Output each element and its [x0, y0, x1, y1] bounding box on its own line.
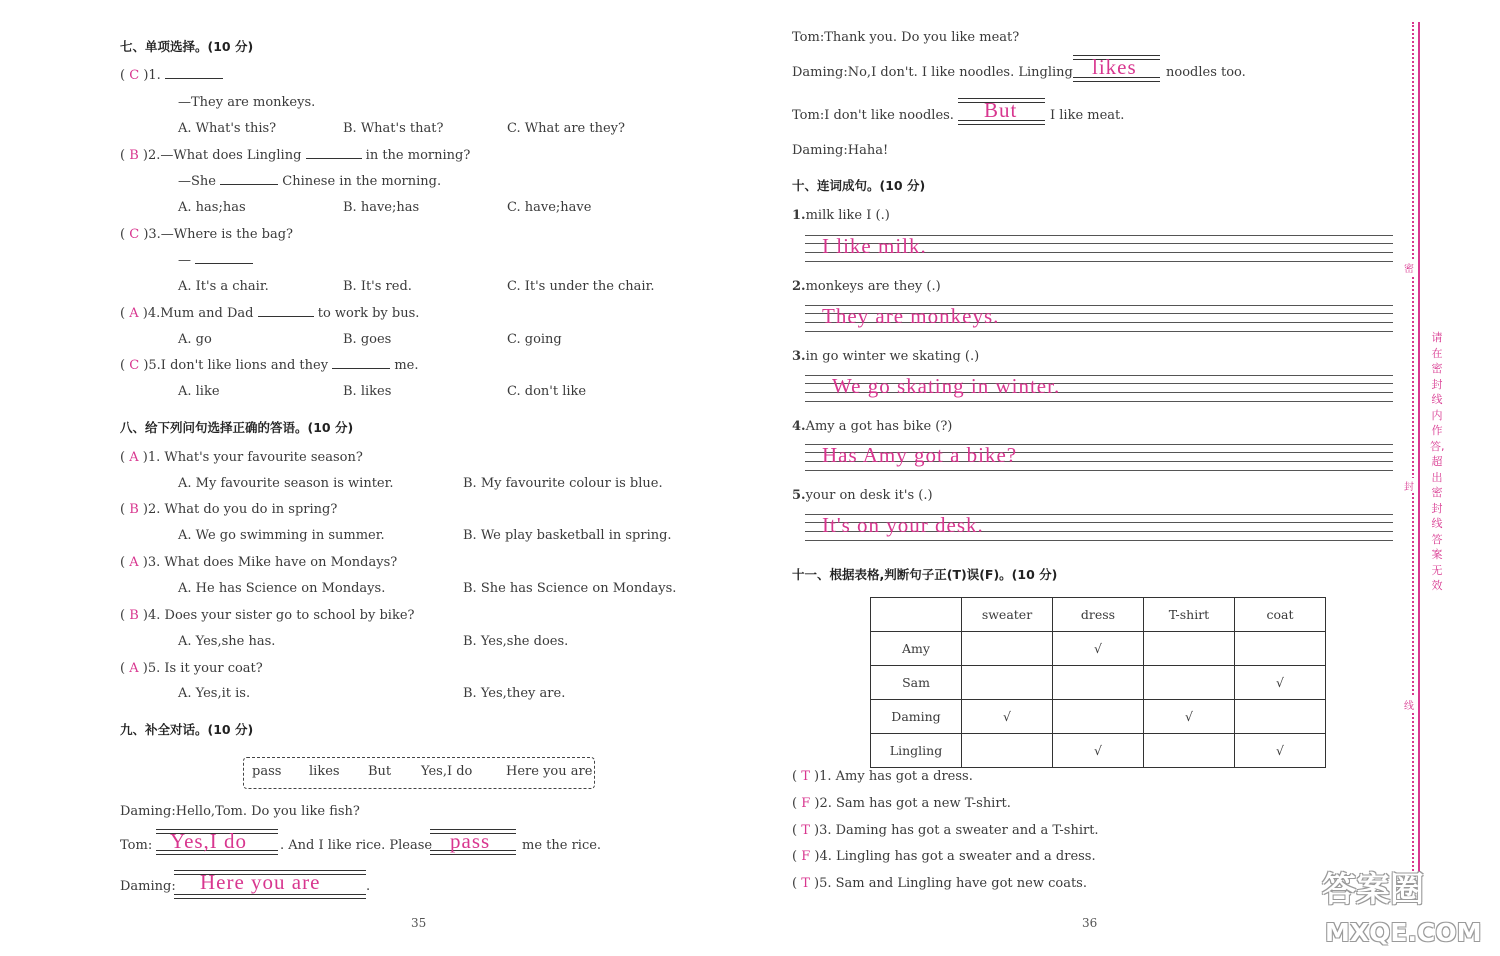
dialog-line-5-post: I like meat.	[1050, 108, 1125, 123]
answer-9-3: Here you are	[200, 870, 321, 894]
dialog-period: .	[366, 879, 371, 894]
answer-9-4: likes	[1092, 55, 1137, 79]
question-8-1: ( A )1. What's your favourite season?	[120, 450, 363, 465]
dialog-line-2-end: me the rice.	[522, 838, 602, 853]
check-cell	[1144, 734, 1235, 768]
answer-8-3: A	[129, 555, 139, 570]
scramble-5: 5.your on desk it's (.)	[792, 488, 933, 503]
answer-10-1: I like milk.	[822, 234, 927, 258]
dialog-line-1: Daming:Hello,Tom. Do you like fish?	[120, 804, 360, 819]
option-8-2-a: A. We go swimming in summer.	[178, 528, 385, 543]
row-name: Amy	[871, 632, 962, 666]
check-cell: √	[1144, 700, 1235, 734]
question-8-5: ( A )5. Is it your coat?	[120, 661, 263, 676]
row-name: Daming	[871, 700, 962, 734]
table-header-cell	[871, 598, 962, 632]
option-7-4-a: A. go	[178, 332, 212, 347]
check-cell	[1235, 700, 1326, 734]
answer-7-2: B	[129, 148, 139, 163]
check-cell	[962, 734, 1053, 768]
question-7-2-line2: —She Chinese in the morning.	[178, 174, 442, 189]
check-cell	[962, 666, 1053, 700]
option-7-2-c: C. have;have	[507, 200, 592, 215]
question-8-4: ( B )4. Does your sister go to school by bike?	[120, 608, 415, 623]
question-7-2: ( B )2.—What does Lingling in the morning?	[120, 148, 471, 163]
option-7-2-b: B. have;has	[343, 200, 420, 215]
answer-11-5: T	[801, 876, 810, 891]
word-bank-word: likes	[309, 764, 340, 779]
option-8-2-b: B. We play basketball in spring.	[463, 528, 672, 543]
option-8-4-a: A. Yes,she has.	[178, 634, 276, 649]
page-number-left: 35	[411, 916, 427, 930]
seal-mark: 封	[1404, 478, 1414, 493]
question-7-1: ( C )1.	[120, 68, 223, 83]
scramble-3: 3.in go winter we skating (.)	[792, 349, 980, 364]
dialog-line-5-pre: Tom:I don't like noodles.	[792, 108, 954, 123]
answer-10-5: It's on your desk.	[822, 513, 984, 537]
table-row	[871, 700, 1326, 734]
dialog-line-3: Tom:Thank you. Do you like meat?	[792, 30, 1020, 45]
answer-11-4: F	[801, 849, 811, 864]
option-7-3-a: A. It's a chair.	[178, 279, 269, 294]
dialog-line-4-post: noodles too.	[1166, 65, 1246, 80]
option-7-1-c: C. What are they?	[507, 121, 625, 136]
table-header-cell: dress	[1053, 598, 1144, 632]
question-7-3-line2: —	[178, 253, 253, 268]
table-row	[871, 734, 1326, 768]
tf-statement-3: ( T )3. Daming has got a sweater and a T-shirt.	[792, 823, 1099, 838]
option-8-4-b: B. Yes,she does.	[463, 634, 569, 649]
word-bank-word: But	[368, 764, 392, 779]
seal-line	[1418, 22, 1420, 902]
check-cell	[1053, 666, 1144, 700]
check-cell: √	[962, 700, 1053, 734]
answer-7-5: C	[129, 358, 140, 373]
seal-line-dotted	[1412, 22, 1414, 902]
option-7-3-b: B. It's red.	[343, 279, 412, 294]
answer-10-2: They are monkeys.	[822, 304, 1000, 328]
answer-11-3: T	[801, 823, 810, 838]
section-10-title: 十、连词成句。(10 分)	[792, 178, 926, 193]
option-7-3-c: C. It's under the chair.	[507, 279, 655, 294]
question-8-3: ( A )3. What does Mike have on Mondays?	[120, 555, 398, 570]
table-header-cell: T-shirt	[1144, 598, 1235, 632]
tf-statement-2: ( F )2. Sam has got a new T-shirt.	[792, 796, 1011, 811]
question-7-3: ( C )3.—Where is the bag?	[120, 227, 294, 242]
check-cell	[1144, 632, 1235, 666]
question-7-4: ( A )4.Mum and Dad to work by bus.	[120, 306, 420, 321]
option-7-2-a: A. has;has	[178, 200, 246, 215]
check-cell	[962, 632, 1053, 666]
check-cell: √	[1053, 734, 1144, 768]
seal-mark: 线	[1404, 697, 1414, 712]
answer-8-2: B	[129, 502, 139, 517]
dialog-line-2-mid: . And I like rice. Please	[280, 838, 433, 853]
scramble-2: 2.monkeys are they (.)	[792, 279, 941, 294]
question-7-5: ( C )5.I don't like lions and they me.	[120, 358, 419, 373]
option-8-1-b: B. My favourite colour is blue.	[463, 476, 663, 491]
tf-statement-1: ( T )1. Amy has got a dress.	[792, 769, 973, 784]
answer-11-1: T	[801, 769, 810, 784]
option-8-3-a: A. He has Science on Mondays.	[178, 581, 386, 596]
seal-line-instruction: 请在密封线内作答,超出密封线答案无效	[1430, 331, 1445, 592]
option-7-4-c: C. going	[507, 332, 562, 347]
option-7-5-c: C. don't like	[507, 384, 587, 399]
question-7-1-line2: —They are monkeys.	[178, 95, 316, 110]
clothes-table	[870, 597, 1326, 768]
table-header-cell: sweater	[962, 598, 1053, 632]
option-8-1-a: A. My favourite season is winter.	[178, 476, 394, 491]
section-11-title: 十一、根据表格,判断句子正(T)误(F)。(10 分)	[792, 567, 1058, 582]
row-name: Lingling	[871, 734, 962, 768]
section-8-title: 八、给下列问句选择正确的答语。(10 分)	[120, 420, 354, 435]
question-8-2: ( B )2. What do you do in spring?	[120, 502, 338, 517]
option-8-5-a: A. Yes,it is.	[178, 686, 251, 701]
row-name: Sam	[871, 666, 962, 700]
answer-8-1: A	[129, 450, 139, 465]
option-8-5-b: B. Yes,they are.	[463, 686, 566, 701]
dialog-speaker-tom: Tom:	[120, 838, 153, 853]
check-cell: √	[1235, 666, 1326, 700]
seal-mark: 密	[1404, 260, 1414, 275]
check-cell	[1235, 632, 1326, 666]
answer-9-1: Yes,I do	[170, 829, 248, 853]
option-7-5-a: A. like	[178, 384, 220, 399]
answer-8-4: B	[129, 608, 139, 623]
table-row	[871, 666, 1326, 700]
answer-7-3: C	[129, 227, 140, 242]
answer-9-5: But	[984, 98, 1018, 122]
table-row	[871, 632, 1326, 666]
answer-7-4: A	[129, 306, 139, 321]
answer-7-1: C	[129, 68, 140, 83]
tf-statement-4: ( F )4. Lingling has got a sweater and a dress.	[792, 849, 1096, 864]
option-7-1-b: B. What's that?	[343, 121, 444, 136]
tf-statement-5: ( T )5. Sam and Lingling have got new coats.	[792, 876, 1087, 891]
answer-11-2: F	[801, 796, 811, 811]
answer-8-5: A	[129, 661, 139, 676]
table-header-row	[871, 598, 1326, 632]
check-cell: √	[1053, 632, 1144, 666]
section-7-title: 七、单项选择。(10 分)	[120, 39, 254, 54]
word-bank-box	[243, 757, 595, 789]
watermark-url: MXQE.COM	[1325, 918, 1482, 947]
page-number-right: 36	[1082, 916, 1098, 930]
option-7-1-a: A. What's this?	[178, 121, 277, 136]
section-9-title: 九、补全对话。(10 分)	[120, 722, 254, 737]
dialog-line-6: Daming:Haha!	[792, 143, 889, 158]
scramble-1: 1.milk like I (.)	[792, 208, 890, 223]
option-7-5-b: B. likes	[343, 384, 392, 399]
word-bank-word: Yes,I do	[421, 764, 473, 779]
word-bank-word: pass	[252, 764, 282, 779]
dialog-speaker-daming: Daming:	[120, 879, 176, 894]
dialog-line-4-pre: Daming:No,I don't. I like noodles. Lingling	[792, 65, 1073, 80]
option-8-3-b: B. She has Science on Mondays.	[463, 581, 677, 596]
answer-10-3: We go skating in winter.	[832, 374, 1061, 398]
answer-9-2: pass	[450, 829, 491, 853]
word-bank-word: Here you are	[506, 764, 593, 779]
check-cell: √	[1235, 734, 1326, 768]
table-header-cell: coat	[1235, 598, 1326, 632]
scramble-4: 4.Amy a got has bike (?)	[792, 419, 953, 434]
option-7-4-b: B. goes	[343, 332, 392, 347]
check-cell	[1144, 666, 1235, 700]
check-cell	[1053, 700, 1144, 734]
answer-10-4: Has Amy got a bike?	[822, 443, 1018, 467]
watermark-logo: 答案圈	[1322, 870, 1424, 910]
